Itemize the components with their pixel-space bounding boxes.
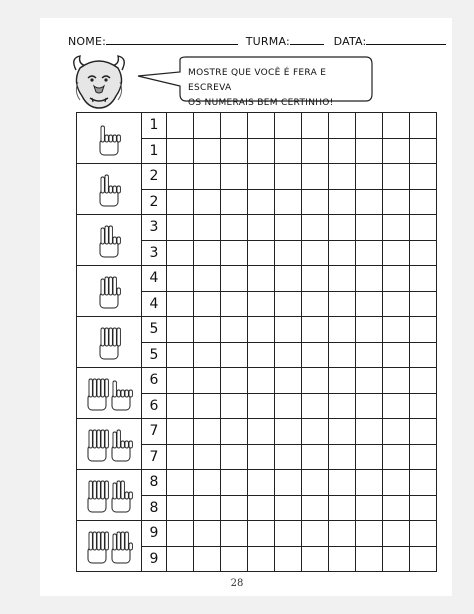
practice-cell[interactable] — [383, 240, 410, 266]
practice-cell[interactable] — [410, 495, 437, 521]
practice-cell[interactable] — [194, 368, 221, 394]
practice-cell[interactable] — [356, 240, 383, 266]
practice-cell[interactable] — [383, 419, 410, 445]
practice-cell[interactable] — [221, 393, 248, 419]
practice-cell[interactable] — [329, 317, 356, 343]
hand-counting-icon — [77, 470, 142, 521]
practice-cell[interactable] — [302, 215, 329, 241]
practice-cell[interactable] — [302, 393, 329, 419]
grid-row — [77, 164, 437, 190]
practice-cell[interactable] — [221, 521, 248, 547]
practice-cell[interactable] — [221, 266, 248, 292]
practice-cell[interactable] — [302, 495, 329, 521]
practice-cell[interactable] — [221, 291, 248, 317]
numeral-cell: 2 — [142, 189, 167, 215]
practice-cell[interactable] — [302, 317, 329, 343]
practice-cell[interactable] — [194, 317, 221, 343]
practice-cell[interactable] — [194, 240, 221, 266]
practice-cell[interactable] — [275, 240, 302, 266]
practice-cell[interactable] — [383, 189, 410, 215]
practice-cell[interactable] — [302, 113, 329, 139]
practice-cell[interactable] — [275, 470, 302, 496]
practice-cell[interactable] — [383, 368, 410, 394]
practice-cell[interactable] — [248, 291, 275, 317]
grid-row — [77, 317, 437, 343]
practice-cell[interactable] — [329, 393, 356, 419]
practice-cell[interactable] — [302, 546, 329, 572]
practice-cell[interactable] — [410, 291, 437, 317]
practice-cell[interactable] — [194, 419, 221, 445]
numeral-cell: 7 — [142, 444, 167, 470]
class-label: TURMA: — [245, 35, 290, 48]
practice-cell[interactable] — [383, 215, 410, 241]
practice-cell[interactable] — [356, 215, 383, 241]
numeral-cell: 2 — [142, 164, 167, 190]
practice-cell[interactable] — [329, 546, 356, 572]
practice-cell[interactable] — [194, 495, 221, 521]
practice-cell[interactable] — [167, 138, 194, 164]
practice-cell[interactable] — [383, 342, 410, 368]
practice-cell[interactable] — [302, 419, 329, 445]
practice-cell[interactable] — [410, 215, 437, 241]
practice-cell[interactable] — [167, 368, 194, 394]
practice-cell[interactable] — [410, 138, 437, 164]
practice-cell[interactable] — [221, 444, 248, 470]
practice-cell[interactable] — [221, 113, 248, 139]
practice-cell[interactable] — [167, 164, 194, 190]
practice-cell[interactable] — [302, 470, 329, 496]
numeral-cell: 1 — [142, 113, 167, 139]
hand-counting-icon — [77, 113, 142, 164]
hand-counting-icon — [77, 164, 142, 215]
practice-cell[interactable] — [329, 113, 356, 139]
practice-cell[interactable] — [275, 138, 302, 164]
practice-cell[interactable] — [356, 138, 383, 164]
practice-cell[interactable] — [248, 113, 275, 139]
numeral-cell: 5 — [142, 317, 167, 343]
practice-cell[interactable] — [275, 317, 302, 343]
numeral-cell: 1 — [142, 138, 167, 164]
practice-cell[interactable] — [410, 113, 437, 139]
practice-cell[interactable] — [329, 419, 356, 445]
practice-cell[interactable] — [248, 138, 275, 164]
practice-cell[interactable] — [302, 266, 329, 292]
practice-cell[interactable] — [383, 495, 410, 521]
practice-cell[interactable] — [167, 393, 194, 419]
practice-cell[interactable] — [167, 342, 194, 368]
practice-cell[interactable] — [383, 291, 410, 317]
practice-cell[interactable] — [329, 266, 356, 292]
practice-cell[interactable] — [356, 266, 383, 292]
grid-row — [77, 266, 437, 292]
practice-cell[interactable] — [275, 113, 302, 139]
name-label: NOME: — [68, 35, 107, 48]
practice-cell[interactable] — [383, 546, 410, 572]
practice-cell[interactable] — [194, 393, 221, 419]
practice-cell[interactable] — [167, 240, 194, 266]
practice-cell[interactable] — [167, 546, 194, 572]
practice-cell[interactable] — [248, 470, 275, 496]
practice-cell[interactable] — [248, 368, 275, 394]
practice-cell[interactable] — [356, 342, 383, 368]
practice-cell[interactable] — [410, 521, 437, 547]
practice-cell[interactable] — [221, 189, 248, 215]
practice-cell[interactable] — [248, 419, 275, 445]
practice-cell[interactable] — [275, 189, 302, 215]
practice-cell[interactable] — [275, 419, 302, 445]
numeral-cell: 3 — [142, 215, 167, 241]
practice-cell[interactable] — [329, 521, 356, 547]
practice-cell[interactable] — [167, 419, 194, 445]
practice-cell[interactable] — [410, 240, 437, 266]
practice-cell[interactable] — [167, 113, 194, 139]
speech-bubble-text — [188, 66, 368, 111]
practice-cell[interactable] — [275, 393, 302, 419]
practice-cell[interactable] — [383, 470, 410, 496]
practice-cell[interactable] — [248, 444, 275, 470]
practice-cell[interactable] — [383, 317, 410, 343]
practice-cell[interactable] — [329, 291, 356, 317]
practice-cell[interactable] — [329, 470, 356, 496]
numeral-cell: 3 — [142, 240, 167, 266]
practice-cell[interactable] — [356, 368, 383, 394]
practice-cell[interactable] — [410, 342, 437, 368]
numeral-cell: 8 — [142, 495, 167, 521]
practice-cell[interactable] — [329, 495, 356, 521]
practice-cell[interactable] — [329, 368, 356, 394]
practice-cell[interactable] — [194, 521, 221, 547]
practice-cell[interactable] — [302, 342, 329, 368]
practice-cell[interactable] — [383, 164, 410, 190]
practice-cell[interactable] — [167, 470, 194, 496]
numeral-cell: 9 — [142, 546, 167, 572]
practice-cell[interactable] — [383, 138, 410, 164]
practice-cell[interactable] — [221, 368, 248, 394]
practice-cell[interactable] — [275, 266, 302, 292]
practice-cell[interactable] — [410, 317, 437, 343]
practice-cell[interactable] — [275, 215, 302, 241]
practice-cell[interactable] — [248, 164, 275, 190]
practice-cell[interactable] — [275, 164, 302, 190]
practice-cell[interactable] — [302, 189, 329, 215]
numeral-cell: 5 — [142, 342, 167, 368]
grid-row — [77, 419, 437, 445]
practice-cell[interactable] — [329, 215, 356, 241]
date-field[interactable] — [366, 34, 446, 45]
practice-cell[interactable] — [194, 291, 221, 317]
practice-cell[interactable] — [383, 521, 410, 547]
practice-cell[interactable] — [167, 444, 194, 470]
practice-cell[interactable] — [248, 215, 275, 241]
practice-cell[interactable] — [302, 368, 329, 394]
practice-cell[interactable] — [221, 138, 248, 164]
practice-cell[interactable] — [302, 164, 329, 190]
practice-cell[interactable] — [275, 444, 302, 470]
numeral-cell: 6 — [142, 368, 167, 394]
practice-cell[interactable] — [221, 546, 248, 572]
practice-cell[interactable] — [194, 215, 221, 241]
practice-cell[interactable] — [356, 113, 383, 139]
practice-cell[interactable] — [167, 266, 194, 292]
practice-cell[interactable] — [248, 342, 275, 368]
practice-cell[interactable] — [275, 521, 302, 547]
numeral-cell: 7 — [142, 419, 167, 445]
practice-cell[interactable] — [194, 444, 221, 470]
hand-counting-icon — [77, 521, 142, 572]
practice-cell[interactable] — [356, 164, 383, 190]
practice-cell[interactable] — [194, 113, 221, 139]
numeral-cell: 4 — [142, 291, 167, 317]
practice-cell[interactable] — [329, 189, 356, 215]
numeral-cell: 8 — [142, 470, 167, 496]
numeral-cell: 6 — [142, 393, 167, 419]
practice-cell[interactable] — [194, 189, 221, 215]
practice-cell[interactable] — [221, 317, 248, 343]
practice-cell[interactable] — [356, 291, 383, 317]
practice-cell[interactable] — [410, 266, 437, 292]
practice-cell[interactable] — [167, 317, 194, 343]
hand-counting-icon — [77, 317, 142, 368]
practice-cell[interactable] — [167, 189, 194, 215]
header-line — [68, 34, 446, 48]
grid-row — [77, 521, 437, 547]
practice-cell[interactable] — [194, 266, 221, 292]
class-field[interactable] — [290, 34, 324, 45]
hand-counting-icon — [77, 215, 142, 266]
practice-cell[interactable] — [383, 393, 410, 419]
practice-cell[interactable] — [194, 546, 221, 572]
practice-cell[interactable] — [356, 393, 383, 419]
practice-cell[interactable] — [383, 444, 410, 470]
practice-cell[interactable] — [167, 521, 194, 547]
practice-cell[interactable] — [275, 546, 302, 572]
instruction-line-1: MOSTRE QUE VOCÊ É FERA E ESCREVA — [188, 68, 327, 93]
practice-cell[interactable] — [356, 521, 383, 547]
practice-cell[interactable] — [275, 368, 302, 394]
practice-cell[interactable] — [356, 419, 383, 445]
practice-cell[interactable] — [329, 164, 356, 190]
hand-counting-icon — [77, 368, 142, 419]
practice-cell[interactable] — [221, 215, 248, 241]
practice-cell[interactable] — [329, 240, 356, 266]
practice-cell[interactable] — [221, 164, 248, 190]
practice-cell[interactable] — [329, 342, 356, 368]
practice-cell[interactable] — [221, 240, 248, 266]
practice-cell[interactable] — [248, 393, 275, 419]
practice-cell[interactable] — [248, 240, 275, 266]
practice-cell[interactable] — [248, 266, 275, 292]
practice-cell[interactable] — [329, 138, 356, 164]
practice-cell[interactable] — [248, 495, 275, 521]
practice-cell[interactable] — [356, 546, 383, 572]
practice-cell[interactable] — [194, 470, 221, 496]
hand-counting-icon — [77, 419, 142, 470]
numeral-cell: 4 — [142, 266, 167, 292]
beast-face-icon — [66, 52, 132, 110]
practice-cell[interactable] — [167, 495, 194, 521]
practice-cell[interactable] — [329, 444, 356, 470]
practice-cell[interactable] — [221, 342, 248, 368]
practice-cell[interactable] — [221, 419, 248, 445]
practice-cell[interactable] — [167, 291, 194, 317]
practice-cell[interactable] — [275, 342, 302, 368]
practice-cell[interactable] — [275, 495, 302, 521]
practice-cell[interactable] — [302, 240, 329, 266]
instruction-line-2: OS NUMERAIS BEM CERTINHO! — [188, 98, 334, 108]
practice-cell[interactable] — [410, 546, 437, 572]
practice-cell[interactable] — [410, 189, 437, 215]
practice-cell[interactable] — [248, 317, 275, 343]
practice-cell[interactable] — [248, 546, 275, 572]
practice-cell[interactable] — [194, 138, 221, 164]
practice-cell[interactable] — [248, 521, 275, 547]
practice-cell[interactable] — [410, 419, 437, 445]
practice-cell[interactable] — [383, 266, 410, 292]
practice-cell[interactable] — [356, 189, 383, 215]
practice-cell[interactable] — [356, 470, 383, 496]
practice-cell[interactable] — [275, 291, 302, 317]
practice-cell[interactable] — [410, 444, 437, 470]
practice-cell[interactable] — [167, 215, 194, 241]
hand-counting-icon — [77, 266, 142, 317]
page-number: 28 — [230, 578, 244, 589]
practice-cell[interactable] — [302, 291, 329, 317]
practice-cell[interactable] — [410, 368, 437, 394]
practice-cell[interactable] — [383, 113, 410, 139]
grid-row — [77, 113, 437, 139]
grid-row — [77, 368, 437, 394]
name-field[interactable] — [106, 34, 238, 45]
practice-cell[interactable] — [356, 444, 383, 470]
practice-cell[interactable] — [410, 470, 437, 496]
practice-cell[interactable] — [302, 444, 329, 470]
practice-cell[interactable] — [194, 342, 221, 368]
practice-cell[interactable] — [221, 470, 248, 496]
date-label: DATA: — [333, 35, 367, 48]
practice-cell[interactable] — [302, 521, 329, 547]
practice-cell[interactable] — [194, 164, 221, 190]
practice-cell[interactable] — [302, 138, 329, 164]
practice-cell[interactable] — [410, 164, 437, 190]
numeral-cell: 9 — [142, 521, 167, 547]
practice-cell[interactable] — [410, 393, 437, 419]
grid-row — [77, 215, 437, 241]
grid-row — [77, 470, 437, 496]
numeral-practice-grid — [76, 112, 437, 572]
practice-cell[interactable] — [248, 189, 275, 215]
practice-cell[interactable] — [221, 495, 248, 521]
practice-cell[interactable] — [356, 317, 383, 343]
practice-cell[interactable] — [356, 495, 383, 521]
